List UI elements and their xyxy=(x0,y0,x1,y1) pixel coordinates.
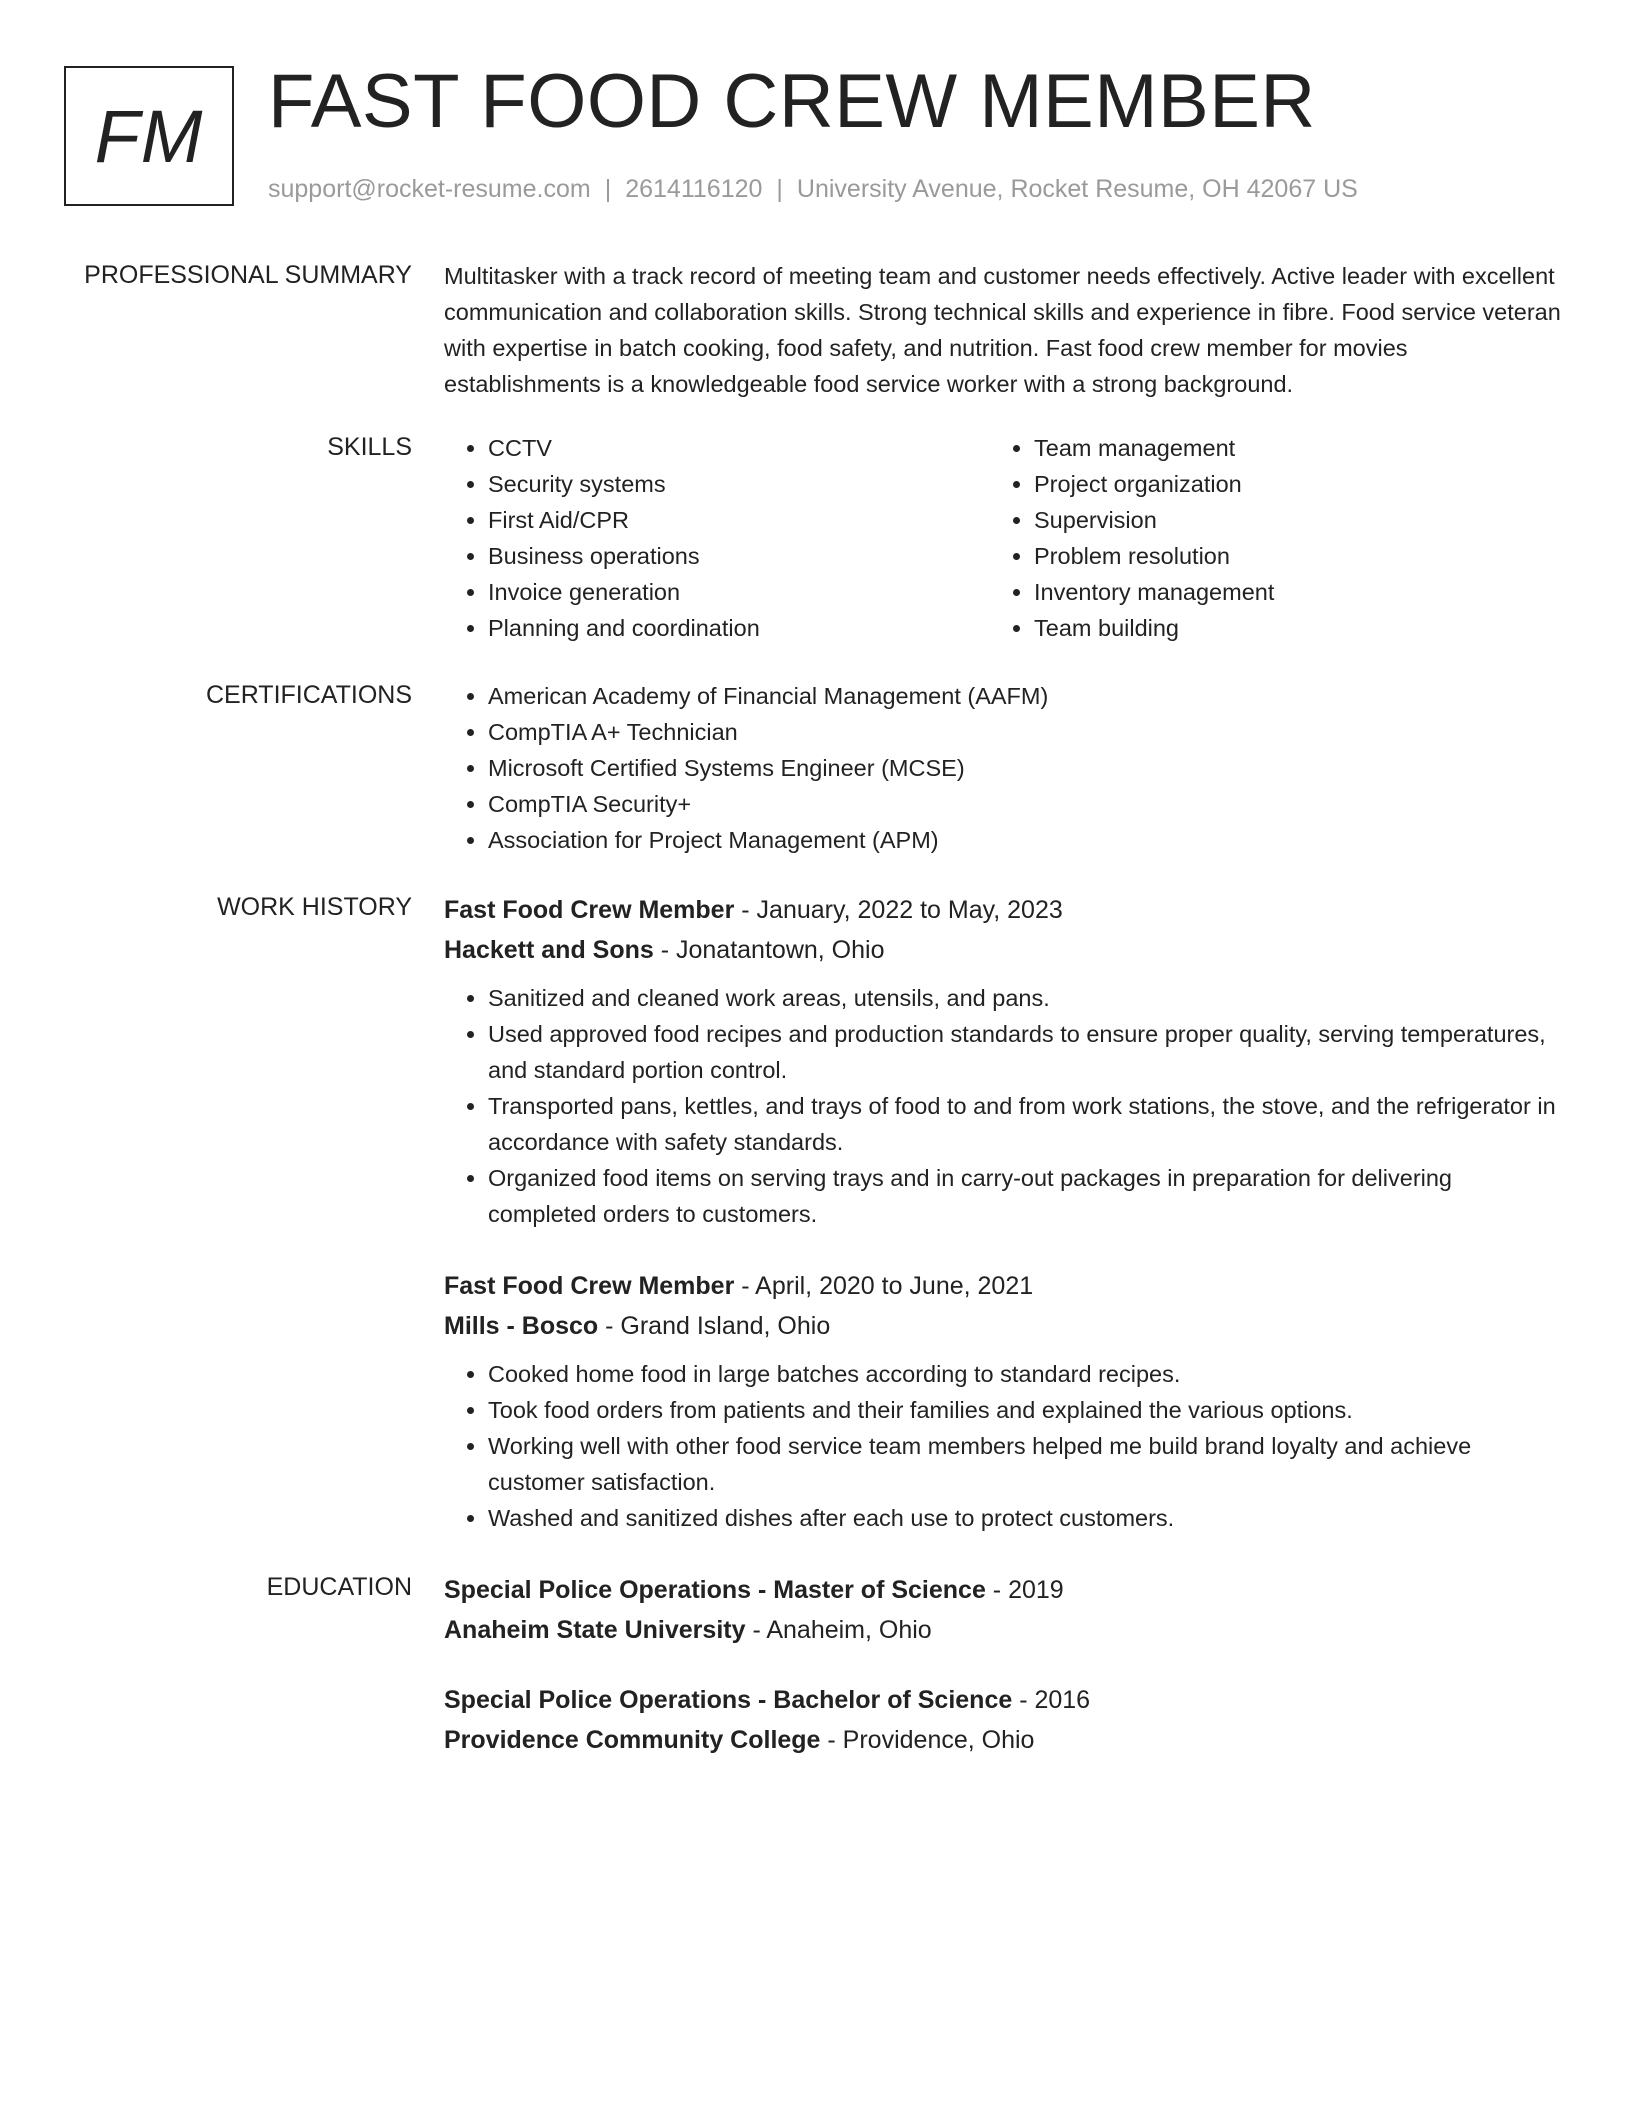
list-item: • CCTV xyxy=(488,430,990,466)
contact-line xyxy=(268,174,1358,204)
education-school: Anaheim State University xyxy=(444,1616,746,1644)
list-item: • CompTIA A+ Technician xyxy=(488,714,1564,750)
job-location: - Jonatantown, Ohio xyxy=(653,936,885,964)
education-location: - Anaheim, Ohio xyxy=(745,1616,932,1644)
job-dates: - April, 2020 to June, 2021 xyxy=(734,1272,1034,1300)
section-label-summary: PROFESSIONAL SUMMARY xyxy=(84,261,412,289)
monogram: FM xyxy=(64,66,234,206)
education-location: - Providence, Ohio xyxy=(820,1726,1035,1754)
list-item: • Organized food items on serving trays and in carry-out packages in preparation for delivering completed orders to customers. xyxy=(488,1160,1564,1232)
list-item: • Took food orders from patients and their families and explained the various options. xyxy=(488,1392,1564,1428)
list-item: • Team building xyxy=(1034,610,1536,646)
contact-separator: | xyxy=(604,175,612,203)
list-item: • Microsoft Certified Systems Engineer (MCSE) xyxy=(488,750,1564,786)
education-year: - 2019 xyxy=(985,1576,1064,1604)
section-label-certifications: CERTIFICATIONS xyxy=(205,681,412,709)
job-company: Mills - Bosco xyxy=(444,1312,599,1340)
list-item: • Business operations xyxy=(488,538,990,574)
section-label-skills: SKILLS xyxy=(327,433,412,461)
education-year: - 2016 xyxy=(1012,1686,1091,1714)
contact-email: support@rocket-resume.com xyxy=(268,175,591,203)
contact-separator: | xyxy=(776,175,783,203)
list-item: • Inventory management xyxy=(1034,574,1536,610)
list-item: • Association for Project Management (APM) xyxy=(488,822,1564,858)
list-item: • Used approved food recipes and production standards to ensure proper quality, serving temperatures, and standard portion control. xyxy=(488,1016,1564,1088)
job-title-line xyxy=(444,890,1564,930)
page-title: FAST FOOD CREW MEMBER xyxy=(268,59,1316,144)
section-label-work: WORK HISTORY xyxy=(217,893,412,921)
education-school-line xyxy=(444,1610,1564,1650)
list-item: • Sanitized and cleaned work areas, utensils, and pans. xyxy=(488,980,1564,1016)
list-item: • Problem resolution xyxy=(1034,538,1536,574)
list-item: • Invoice generation xyxy=(488,574,990,610)
section-label-education: EDUCATION xyxy=(266,1573,412,1601)
skills-list-left xyxy=(444,430,990,646)
education-school: Providence Community College xyxy=(444,1726,821,1754)
list-item: • CompTIA Security+ xyxy=(488,786,1564,822)
job-location: - Grand Island, Ohio xyxy=(598,1312,831,1340)
list-item: • Planning and coordination xyxy=(488,610,990,646)
contact-address: University Avenue, Rocket Resume, OH 42067 US xyxy=(796,175,1358,203)
job-bullets xyxy=(444,1356,1564,1536)
list-item: • Washed and sanitized dishes after each use to protect customers. xyxy=(488,1500,1564,1536)
job-title: Fast Food Crew Member xyxy=(444,896,735,924)
job-company-line xyxy=(444,930,1564,970)
list-item: • Team management xyxy=(1034,430,1536,466)
skills-list-right xyxy=(990,430,1536,646)
job-title: Fast Food Crew Member xyxy=(444,1272,735,1300)
summary-text: Multitasker with a track record of meeting team and customer needs effectively. Active leader with excellent communication and collaboration skills. Strong technical skills and experience in fibre. Food service veteran with expertise in batch cooking, food safety, and nutrition. Fast food crew member for movies establishments is a knowledgeable food service worker with a strong background. xyxy=(444,263,1561,397)
education-degree-line xyxy=(444,1680,1564,1720)
job-entry xyxy=(444,890,1564,1232)
education-entry xyxy=(444,1570,1564,1650)
contact-phone: 2614116120 xyxy=(625,175,763,203)
list-item: • Cooked home food in large batches according to standard recipes. xyxy=(488,1356,1564,1392)
job-dates: - January, 2022 to May, 2023 xyxy=(734,896,1063,924)
certifications-list xyxy=(444,678,1564,858)
list-item: • Security systems xyxy=(488,466,990,502)
list-item: • Project organization xyxy=(1034,466,1536,502)
job-title-line xyxy=(444,1266,1564,1306)
job-bullets xyxy=(444,980,1564,1232)
job-company: Hackett and Sons xyxy=(444,936,654,964)
job-company-line xyxy=(444,1306,1564,1346)
education-degree-line xyxy=(444,1570,1564,1610)
education-degree: Special Police Operations - Master of Science xyxy=(444,1576,986,1604)
education-entry xyxy=(444,1680,1564,1760)
job-entry xyxy=(444,1266,1564,1536)
list-item: • American Academy of Financial Management (AAFM) xyxy=(488,678,1564,714)
skills-columns xyxy=(444,430,1564,646)
list-item: • Working well with other food service team members helped me build brand loyalty and achieve customer satisfaction. xyxy=(488,1428,1564,1500)
education-school-line xyxy=(444,1720,1564,1760)
certifications-content xyxy=(444,678,1564,858)
list-item: • Transported pans, kettles, and trays of food to and from work stations, the stove, and the refrigerator in accordance with safety standards. xyxy=(488,1088,1564,1160)
list-item: • Supervision xyxy=(1034,502,1536,538)
list-item: • First Aid/CPR xyxy=(488,502,990,538)
education-degree: Special Police Operations - Bachelor of Science xyxy=(444,1686,1013,1714)
